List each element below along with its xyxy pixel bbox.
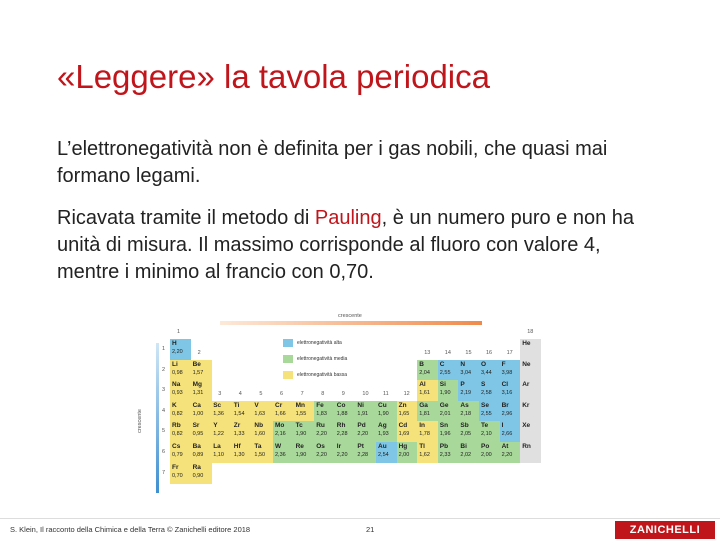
element-electronegativity: 1,90: [439, 390, 451, 397]
group-number: 10: [362, 390, 369, 397]
group-number: 15: [465, 349, 472, 356]
group-number: 9: [341, 390, 345, 397]
element-symbol: Rh: [336, 422, 346, 430]
element-cell-n: [458, 360, 479, 381]
element-electronegativity: 0,82: [172, 431, 183, 438]
element-electronegativity: 2,05: [460, 431, 472, 438]
element-symbol: Xe: [522, 422, 531, 430]
element-electronegativity: 1,90: [378, 410, 389, 417]
element-symbol: Al: [419, 381, 426, 389]
element-symbol: Tl: [419, 443, 425, 450]
element-symbol: P: [460, 381, 465, 389]
element-cell-pd: [355, 421, 376, 442]
element-electronegativity: 2,96: [501, 410, 513, 417]
element-electronegativity: 2,02: [460, 452, 472, 458]
group-number: 12: [403, 390, 410, 397]
element-electronegativity: 1,81: [419, 410, 430, 417]
element-cell-al: [417, 380, 438, 401]
zanichelli-logo: ZANICHELLI: [615, 521, 715, 539]
element-symbol: He: [522, 340, 531, 347]
element-electronegativity: 2,36: [275, 452, 286, 458]
element-cell-ar: [520, 380, 541, 401]
element-electronegativity: 3,04: [460, 369, 472, 376]
group-number: 16: [486, 349, 493, 356]
element-symbol: Cd: [398, 422, 408, 430]
element-symbol: Be: [192, 360, 201, 368]
group-number: 13: [424, 349, 431, 356]
paragraph-2-end: , è un numero puro e non ha unità di misura. Il massimo corrisponde al fluoro con valore 4, mentre i minimo al francio con 0,70.: [57, 207, 635, 283]
element-symbol: Ge: [439, 401, 449, 409]
element-cell-cr: [273, 401, 294, 422]
element-symbol: Bi: [460, 443, 467, 450]
element-electronegativity: 0,90: [192, 472, 204, 479]
element-cell-hf: [232, 442, 253, 463]
slide-title: «Leggere» la tavola periodica: [57, 58, 490, 95]
period-number: 1: [162, 346, 166, 352]
element-electronegativity: 0,93: [172, 390, 183, 397]
element-electronegativity: 1,65: [398, 410, 410, 417]
element-electronegativity: 3,16: [501, 390, 513, 397]
element-electronegativity: 1,36: [213, 410, 224, 417]
element-symbol: Na: [172, 381, 181, 389]
element-symbol: Mo: [275, 422, 285, 430]
element-cell-mn: [294, 401, 315, 422]
element-electronegativity: 1,60: [254, 431, 266, 438]
element-symbol: Ga: [419, 401, 428, 409]
element-symbol: Ti: [233, 401, 240, 409]
element-electronegativity: 1,10: [213, 452, 224, 458]
element-electronegativity: 0,95: [192, 431, 204, 438]
element-cell-kr: [520, 401, 541, 422]
element-cell-te: [479, 421, 500, 442]
element-cell-w: [273, 442, 294, 463]
element-electronegativity: 2,01: [439, 410, 451, 417]
element-symbol: Ra: [192, 463, 201, 471]
element-cell-au: [376, 442, 397, 463]
element-cell-si: [438, 380, 459, 401]
element-electronegativity: 1,69: [398, 431, 410, 438]
group-number: 8: [321, 390, 325, 397]
element-electronegativity: 2,54: [378, 452, 389, 458]
element-electronegativity: 0,79: [172, 452, 183, 458]
element-cell-be: [191, 360, 212, 381]
period-number: 3: [162, 387, 166, 394]
element-cell-s: [479, 380, 500, 401]
element-symbol: Ag: [378, 422, 387, 430]
element-electronegativity: 2,33: [439, 452, 451, 458]
element-symbol: Pb: [439, 443, 449, 450]
period-number: 5: [162, 428, 166, 435]
element-cell-br: [500, 401, 521, 422]
element-cell-tl: [417, 442, 438, 463]
element-cell-as: [458, 401, 479, 422]
element-cell-nb: [252, 421, 273, 442]
element-symbol: Ca: [192, 401, 201, 409]
element-cell-k: [170, 401, 191, 422]
element-symbol: Au: [378, 443, 387, 450]
paragraph-1: L’elettronegatività non è definita per i gas nobili, che quasi mai formano legami.: [57, 138, 608, 187]
element-symbol: K: [172, 401, 177, 409]
element-symbol: Ne: [522, 360, 531, 368]
element-cell-ne: [520, 360, 541, 381]
element-symbol: Zn: [398, 401, 407, 409]
element-symbol: Li: [172, 360, 178, 368]
element-symbol: In: [419, 422, 425, 430]
element-symbol: Nb: [254, 422, 264, 430]
element-cell-h: [170, 339, 191, 360]
element-symbol: Sb: [460, 422, 469, 430]
element-symbol: Te: [481, 422, 489, 430]
period-number: 6: [162, 449, 166, 455]
legend-label-medium: elettronegatività media: [297, 356, 348, 362]
element-cell-li: [170, 360, 191, 381]
element-symbol: Kr: [522, 401, 530, 409]
element-electronegativity: 1,90: [295, 431, 307, 438]
element-cell-fe: [314, 401, 335, 422]
element-cell-se: [479, 401, 500, 422]
element-cell-os: [314, 442, 335, 463]
element-electronegativity: 1,90: [295, 452, 307, 458]
element-cell-zn: [397, 401, 418, 422]
element-cell-ta: [252, 442, 273, 463]
element-symbol: Y: [213, 422, 218, 430]
element-cell-bi: [458, 442, 479, 463]
element-electronegativity: 2,20: [316, 452, 327, 458]
element-cell-tc: [294, 421, 315, 442]
element-electronegativity: 2,66: [501, 431, 513, 438]
group-number: 3: [218, 390, 222, 397]
element-electronegativity: 1,83: [316, 410, 327, 417]
element-cell-rn: [520, 442, 541, 463]
element-cell-rh: [335, 421, 356, 442]
element-electronegativity: 0,70: [172, 472, 183, 479]
element-symbol: Sc: [213, 401, 222, 409]
element-cell-v: [252, 401, 273, 422]
element-symbol: Rb: [172, 422, 181, 430]
group-number: 2: [197, 349, 201, 356]
element-cell-ag: [376, 421, 397, 442]
periodic-table-electronegativity: [136, 313, 540, 508]
element-electronegativity: 0,98: [172, 369, 183, 376]
element-symbol: Rn: [522, 443, 531, 450]
element-cell-re: [294, 442, 315, 463]
element-symbol: Se: [481, 401, 489, 409]
element-electronegativity: 1,50: [254, 452, 266, 458]
element-electronegativity: 1,61: [419, 390, 430, 397]
element-symbol: Hf: [233, 443, 241, 450]
vertical-trend-arrow: [156, 343, 159, 493]
element-electronegativity: 2,55: [439, 369, 451, 376]
element-symbol: Sn: [439, 422, 449, 430]
element-symbol: Mn: [295, 401, 305, 409]
period-number: 7: [162, 469, 166, 476]
element-symbol: As: [460, 401, 469, 409]
element-cell-cl: [500, 380, 521, 401]
element-electronegativity: 1,63: [254, 410, 266, 417]
period-number: 4: [162, 407, 166, 414]
element-electronegativity: 1,57: [192, 369, 204, 376]
element-symbol: C: [439, 360, 445, 368]
element-electronegativity: 1,54: [233, 410, 245, 417]
element-symbol: N: [460, 360, 466, 368]
element-symbol: Cs: [172, 443, 181, 450]
element-electronegativity: 2,20: [357, 431, 369, 438]
period-number: 2: [162, 366, 166, 373]
element-electronegativity: 1,96: [439, 431, 451, 438]
element-cell-ge: [438, 401, 459, 422]
element-cell-pt: [355, 442, 376, 463]
element-cell-hg: [397, 442, 418, 463]
element-symbol: Pd: [357, 422, 366, 430]
element-symbol: Si: [439, 381, 446, 389]
element-cell-cs: [170, 442, 191, 463]
element-electronegativity: 1,93: [378, 431, 389, 438]
element-symbol: Ru: [316, 422, 325, 430]
element-electronegativity: 1,88: [336, 410, 348, 417]
paragraph-2-start: Ricavata tramite il metodo di: [57, 207, 315, 229]
element-electronegativity: 2,20: [316, 431, 327, 438]
element-symbol: Ba: [192, 443, 201, 450]
element-electronegativity: 1,00: [192, 410, 204, 417]
element-symbol: Br: [501, 401, 509, 409]
group-number: 18: [527, 329, 534, 335]
element-electronegativity: 2,19: [460, 390, 472, 397]
paragraph-2: [57, 205, 667, 286]
group-number: 5: [259, 390, 263, 397]
pauling-highlight: Pauling: [314, 207, 382, 229]
element-symbol: Fr: [172, 463, 179, 471]
element-cell-ru: [314, 421, 335, 442]
element-cell-c: [438, 360, 459, 381]
element-symbol: Os: [316, 443, 325, 450]
element-cell-f: [500, 360, 521, 381]
element-symbol: W: [275, 443, 282, 450]
element-electronegativity: 1,22: [213, 431, 224, 438]
element-cell-ni: [355, 401, 376, 422]
element-symbol: Ni: [357, 401, 364, 409]
element-symbol: H: [172, 340, 177, 347]
element-cell-la: [211, 442, 232, 463]
element-symbol: Ta: [254, 443, 262, 450]
legend-label-high: elettronegatività alta: [297, 340, 342, 346]
element-cell-pb: [438, 442, 459, 463]
element-electronegativity: 1,30: [233, 452, 245, 458]
element-electronegativity: 0,82: [172, 410, 183, 417]
element-electronegativity: 2,10: [481, 431, 492, 438]
element-symbol: Hg: [398, 443, 408, 450]
element-electronegativity: 1,33: [233, 431, 245, 438]
element-cell-mg: [191, 380, 212, 401]
element-symbol: F: [501, 360, 506, 368]
element-symbol: Mg: [192, 381, 202, 389]
element-cell-in: [417, 421, 438, 442]
footer-source: S. Klein, Il racconto della Chimica e della Terra © Zanichelli editore 2018: [10, 525, 251, 534]
element-cell-o: [479, 360, 500, 381]
element-electronegativity: 2,00: [481, 452, 492, 458]
element-symbol: Sr: [192, 422, 200, 430]
element-electronegativity: 2,00: [398, 452, 410, 458]
element-symbol: La: [213, 443, 221, 450]
element-symbol: Re: [295, 443, 304, 450]
element-electronegativity: 2,16: [275, 431, 286, 438]
element-electronegativity: 2,20: [501, 452, 513, 458]
legend-label-low: elettronegatività bassa: [297, 372, 348, 378]
group-number: 6: [280, 390, 284, 397]
element-cell-ba: [191, 442, 212, 463]
element-symbol: Po: [481, 443, 490, 450]
element-cell-ir: [335, 442, 356, 463]
element-symbol: Tc: [295, 422, 303, 430]
element-electronegativity: 1,66: [275, 410, 286, 417]
vertical-trend-label: crescente: [136, 409, 143, 433]
element-symbol: Cr: [275, 401, 283, 409]
element-cell-mo: [273, 421, 294, 442]
element-cell-ca: [191, 401, 212, 422]
element-cell-ga: [417, 401, 438, 422]
element-cell-b: [417, 360, 438, 381]
element-symbol: S: [481, 381, 486, 389]
element-symbol: Cl: [501, 381, 509, 389]
legend-swatch-low: [283, 371, 293, 379]
element-cell-cu: [376, 401, 397, 422]
element-symbol: V: [254, 401, 259, 409]
element-symbol: Ir: [336, 443, 342, 450]
element-symbol: Fe: [316, 401, 324, 409]
element-cell-y: [211, 421, 232, 442]
element-symbol: B: [419, 360, 424, 368]
element-cell-he: [520, 339, 541, 360]
element-electronegativity: 1,55: [295, 410, 307, 417]
element-electronegativity: 1,62: [419, 452, 430, 458]
element-electronegativity: 2,20: [172, 349, 183, 355]
group-number: 17: [506, 349, 513, 356]
element-symbol: Pt: [357, 443, 364, 450]
element-electronegativity: 1,78: [419, 431, 430, 438]
element-electronegativity: 2,28: [357, 452, 369, 458]
element-symbol: Zr: [233, 422, 241, 430]
element-symbol: Cu: [378, 401, 387, 409]
group-number: 7: [300, 390, 304, 397]
element-electronegativity: 1,91: [357, 410, 369, 417]
element-electronegativity: 2,58: [481, 390, 492, 397]
element-symbol: Ar: [522, 381, 530, 389]
element-electronegativity: 2,55: [481, 410, 492, 417]
element-cell-co: [335, 401, 356, 422]
element-cell-sc: [211, 401, 232, 422]
page-number: 21: [366, 525, 375, 534]
element-cell-cd: [397, 421, 418, 442]
group-number: 4: [238, 390, 242, 397]
element-cell-i: [500, 421, 521, 442]
element-cell-rb: [170, 421, 191, 442]
element-electronegativity: 2,04: [419, 369, 430, 376]
element-electronegativity: 3,44: [481, 369, 492, 376]
element-electronegativity: 1,31: [192, 390, 204, 397]
element-symbol: At: [501, 443, 509, 450]
element-electronegativity: 0,89: [192, 452, 204, 458]
element-cell-ti: [232, 401, 253, 422]
group-number: 1: [177, 329, 181, 335]
element-cell-ra: [191, 463, 212, 484]
element-electronegativity: 2,20: [336, 452, 348, 458]
element-cell-sr: [191, 421, 212, 442]
group-number: 14: [444, 349, 451, 356]
element-cell-po: [479, 442, 500, 463]
element-symbol: Co: [336, 401, 346, 409]
element-cell-sn: [438, 421, 459, 442]
element-cell-sb: [458, 421, 479, 442]
group-number: 11: [383, 390, 389, 397]
element-cell-at: [500, 442, 521, 463]
horizontal-trend-label: crescente: [338, 313, 362, 319]
element-symbol: I: [501, 422, 504, 430]
element-cell-na: [170, 380, 191, 401]
legend-swatch-medium: [283, 355, 293, 363]
element-cell-xe: [520, 421, 541, 442]
element-electronegativity: 3,98: [501, 369, 513, 376]
element-electronegativity: 2,18: [460, 410, 472, 417]
element-cell-p: [458, 380, 479, 401]
horizontal-trend-arrow: [220, 321, 482, 325]
element-cell-fr: [170, 463, 191, 484]
element-electronegativity: 2,28: [336, 431, 348, 438]
legend-swatch-high: [283, 339, 293, 347]
element-cell-zr: [232, 421, 253, 442]
element-symbol: O: [481, 360, 487, 368]
